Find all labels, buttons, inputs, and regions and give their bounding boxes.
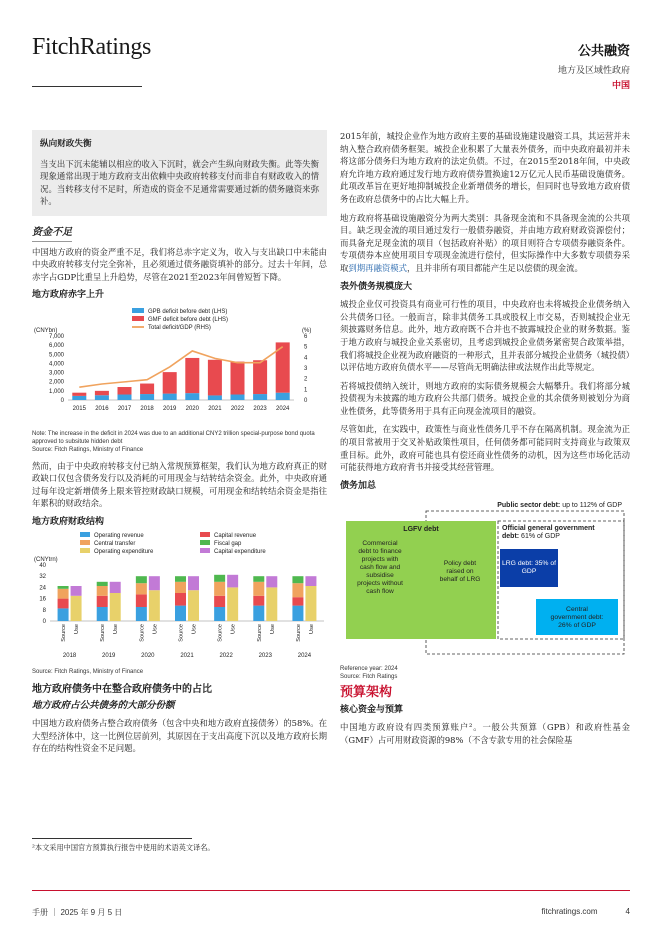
legend-swatch	[132, 308, 144, 313]
year-label: 2019	[102, 652, 116, 659]
legend-label: GPB deficit before debt (LHS)	[148, 308, 228, 315]
year-label: 2023	[258, 652, 272, 659]
bar-label: Use	[113, 623, 120, 634]
footer-date: 手册 ｜ 2025 年 9 月 5 日	[32, 908, 123, 917]
y-tick: 8	[42, 607, 46, 614]
paragraph: 中国地方政府债务占整合政府债务（包含中央和地方政府直接债务）的58%。在大型经济体中，这一比例位居前列，其原因在于支出高度下沉以及地方政府长期存在的结构性资金不足问题。	[32, 718, 327, 754]
source-bar-segment	[136, 583, 147, 594]
fiscal-structure-chart	[32, 531, 327, 663]
source-bar-segment	[97, 595, 108, 606]
y-tick-left: 1,000	[48, 388, 64, 395]
policy-debt-label: Policy debt raised on behalf of LRG	[439, 560, 481, 584]
info-box-text: 当支出下沉未能辅以相应的收入下沉时，就会产生纵向财政失衡。此等失衡现象通常出现于地方政府支出依赖中央政府转移支付而非自有财政收入的情况。当转移支付不足时，所造成的资金不足通常需要通过新的债务融资来弥补。	[40, 158, 319, 207]
bar-segment	[117, 394, 131, 399]
source-bar-segment	[214, 581, 225, 595]
use-bar-segment	[149, 590, 160, 621]
info-box	[32, 130, 327, 216]
source-bar-segment	[97, 581, 108, 585]
footnote: ²本文采用中国官方预算执行报告中使用的术语英文译名。	[32, 843, 215, 852]
x-tick-label: 2015	[72, 405, 86, 412]
y-tick-right: 0	[304, 397, 308, 404]
bar-segment	[140, 383, 154, 394]
year-label: 2021	[180, 652, 194, 659]
source-bar-segment	[136, 576, 147, 583]
section-heading-budget-architecture: 预算架构	[340, 685, 393, 701]
legend-swatch	[200, 532, 210, 537]
use-bar-segment	[110, 581, 121, 592]
legend-swatch	[200, 540, 210, 545]
source-bar-segment	[214, 595, 225, 606]
use-bar-segment	[188, 590, 199, 621]
source-bar-segment	[58, 586, 69, 589]
paragraph: 中国地方政府设有四类预算账户²。一般公共预算（GPB）和政府性基金（GMF）占可用财政资源的98%（不含专款专用的社会保险基	[340, 722, 630, 745]
bar-segment	[72, 396, 86, 400]
bar-segment	[185, 358, 199, 393]
source-bar-segment	[253, 581, 264, 595]
x-tick-label: 2018	[140, 405, 154, 412]
info-box-title: 纵向财政失衡	[40, 139, 92, 149]
y-tick: 40	[39, 562, 46, 569]
y-tick: 0	[42, 618, 46, 625]
y-tick: 32	[39, 573, 46, 580]
chart1-title: 地方政府赤字上升	[32, 290, 105, 301]
legend-label: Operating expenditure	[94, 548, 154, 555]
bar-segment	[230, 362, 244, 395]
source-bar-segment	[58, 588, 69, 598]
subheading-majority-share: 地方政府占公共债务的大部分份额	[32, 699, 175, 711]
y-axis-label-right: (%)	[302, 327, 312, 334]
central-debt-label: Central government debt: 26% of GDP	[550, 606, 604, 630]
use-bar-segment	[149, 576, 160, 590]
y-tick-left: 7,000	[48, 333, 64, 340]
source-bar-segment	[136, 607, 147, 621]
left-column	[32, 130, 327, 761]
bar-segment	[208, 360, 222, 396]
y-tick-right: 2	[304, 376, 308, 383]
year-label: 2020	[141, 652, 155, 659]
fitch-logo: FitchRatings	[32, 34, 152, 60]
y-tick-right: 1	[304, 387, 308, 394]
official-gov-label: Official general government debt: 61% of GDP	[502, 525, 595, 541]
year-label: 2022	[219, 652, 233, 659]
y-tick-right: 4	[304, 355, 308, 362]
bar-label: Source	[100, 623, 107, 642]
diagram-title: 债务加总	[340, 480, 377, 491]
use-bar-segment	[188, 576, 199, 590]
bar-label: Use	[230, 623, 237, 634]
section-heading-funding-gap: 资金不足	[32, 227, 72, 242]
legend-label: Operating revenue	[94, 532, 144, 539]
legend-label: GMF deficit before debt (LHS)	[148, 316, 229, 323]
chart2-source: Source: Fitch Ratings, Ministry of Finance	[32, 669, 144, 676]
bar-segment	[95, 395, 109, 400]
report-header	[558, 40, 630, 91]
bar-segment	[117, 387, 131, 394]
footer-right	[542, 907, 630, 916]
source-bar-segment	[97, 586, 108, 596]
y-tick: 16	[39, 596, 46, 603]
bar-label: Source	[61, 623, 68, 642]
bar-label: Use	[74, 623, 81, 634]
y-tick-left: 6,000	[48, 343, 64, 350]
bar-segment	[185, 393, 199, 400]
page-number: 4	[625, 907, 630, 916]
report-subtitle: 地方及区域性政府	[557, 65, 630, 75]
legend-swatch	[80, 548, 90, 553]
y-tick-left: 0	[60, 397, 64, 404]
bar-segment	[253, 394, 267, 400]
legend-label: Central transfer	[94, 540, 136, 547]
source-bar-segment	[58, 608, 69, 621]
right-column	[340, 130, 630, 752]
x-tick-label: 2020	[185, 405, 199, 412]
use-bar-segment	[305, 586, 316, 621]
source-bar-segment	[58, 598, 69, 608]
bar-segment	[253, 360, 267, 394]
bar-label: Use	[308, 623, 315, 634]
use-bar-segment	[266, 587, 277, 621]
legend-label: Fiscal gap	[214, 540, 242, 547]
y-tick-left: 2,000	[48, 379, 64, 386]
use-bar-segment	[305, 576, 316, 586]
bar-segment	[72, 393, 86, 396]
chart1-note: Note: The increase in the deficit in 2024 was due to an additional CNY2 trillion special-purpose bond quota approved to subsitute hidden debt	[32, 430, 315, 445]
legend-label: Total deficit/GDP (RHS)	[148, 324, 211, 331]
use-bar-segment	[266, 576, 277, 587]
deficit-chart	[32, 304, 327, 424]
report-country: 中国	[611, 80, 630, 90]
legend-label: Capital revenue	[214, 532, 257, 539]
source-bar-segment	[175, 593, 186, 606]
deficit-gdp-line	[79, 347, 282, 388]
source-bar-segment	[175, 576, 186, 582]
report-title: 公共融资	[577, 43, 630, 58]
x-tick-label: 2023	[253, 405, 267, 412]
bar-label: Source	[217, 623, 224, 642]
paragraph-text: ，且并非所有项目都能产生足以偿债的现金流。	[407, 262, 583, 273]
legend-swatch	[132, 316, 144, 321]
public-sector-label: Public sector debt: up to 112% of GDP	[497, 502, 622, 510]
diagram-reference-year: Reference year: 2024	[340, 666, 398, 673]
bar-segment	[163, 394, 177, 400]
refinancing-link[interactable]: 到期再融资模式	[348, 262, 407, 273]
lgfv-label: LGFV debt	[403, 526, 439, 534]
x-tick-label: 2019	[163, 405, 177, 412]
paragraph	[340, 212, 630, 275]
legend-swatch	[80, 540, 90, 545]
subheading-core-funding: 核心资金与预算	[340, 704, 404, 715]
x-tick-label: 2021	[208, 405, 222, 412]
bar-label: Source	[256, 623, 263, 642]
y-axis-label-left: (CNYbn)	[34, 327, 58, 334]
bar-label: Use	[191, 623, 198, 634]
bar-label: Source	[139, 623, 146, 642]
source-bar-segment	[214, 574, 225, 581]
footnote-rule	[32, 838, 192, 839]
legend-swatch	[200, 548, 210, 553]
y-tick-left: 5,000	[48, 352, 64, 359]
debt-aggregation-diagram	[340, 497, 630, 657]
use-bar-segment	[71, 595, 82, 620]
use-bar-segment	[71, 586, 82, 596]
y-tick-right: 3	[304, 365, 308, 372]
source-bar-segment	[97, 607, 108, 621]
x-tick-label: 2016	[95, 405, 109, 412]
paragraph: 城投企业仅可投资具有商业可行性的项目，中央政府也未将城投企业债务纳入公共债务口径。一般而言，除非其债务工具或股权上市交易，否则城投企业无须披露财务信息。此外，地方政府既不合并也不披露城投企业的财务数据。鉴于地方政府与城投企业关系密切，且考虑到城投企业债务紧密契合政策举措，我们将城投企业视为政府融资的一种形式，且并表部分城投企业债务（城投债）以评估地方政府负债水平——尽管尚无明确法律或法规作出此等规定。	[340, 299, 630, 373]
section-heading-off-balance: 表外债务规模庞大	[340, 281, 413, 292]
paragraph: 中国地方政府的资金严重不足，我们将总赤字定义为，收入与支出缺口中未能由中央政府转移支付完全弥补，且必须通过债务融资填补的部分。过去十年间，总赤字占GDP比重呈上升趋势，尽管在2021至2023年间曾短暂下降。	[32, 246, 327, 282]
bar-label: Use	[152, 623, 159, 634]
use-bar-segment	[227, 574, 238, 587]
y-tick-right: 6	[304, 333, 308, 340]
lrg-debt-label: LRG debt: 35% of GDP	[501, 560, 557, 576]
bar-label: Source	[295, 623, 302, 642]
use-bar-segment	[110, 593, 121, 621]
source-bar-segment	[292, 605, 303, 620]
paragraph: 然而，由于中央政府转移支付已纳入常规预算框架，我们认为地方政府真正的财政缺口仅包含债务发行以及消耗的可用现金与结转结余资金。此外，中央政府通过每年设定新增债务上限来管控财政缺口规模，可用现金和结转结余资金是指往年累积的财政结余。	[32, 460, 327, 509]
source-bar-segment	[292, 576, 303, 583]
y-tick-left: 3,000	[48, 370, 64, 377]
y-tick: 24	[39, 584, 46, 591]
commercial-debt-label: Commercial debt to finance projects with cash flow and subsidise projects without cash flow	[357, 540, 403, 596]
year-label: 2018	[62, 652, 77, 659]
source-bar-segment	[136, 594, 147, 607]
diagram-source: Source: Fitch Ratings	[340, 674, 398, 681]
legend-label: Capital expenditure	[214, 548, 266, 555]
chart2-title: 地方政府财政结构	[32, 516, 105, 527]
source-bar-segment	[175, 581, 186, 592]
x-tick-label: 2024	[276, 405, 290, 412]
source-bar-segment	[292, 583, 303, 597]
footer-site-link[interactable]: fitchratings.com	[541, 907, 598, 916]
section-heading-debt-share: 地方政府债务中在整合政府债务中的占比	[32, 684, 212, 696]
paragraph: 2015年前，城投企业作为地方政府主要的基础设施建设融资工具，其运营并未纳入整合政府债务框架。城投企业积累了大量表外债务，而中央政府最初并未将这部分债务归为地方政府的法定负债。不过，在2015至2018年间，中央政府允许地方政府通过发行地方政府债券置换逾12万亿元人民币基础设施债务。此项改革旨在更好地抑制城投企业新增债务的增长，但同时也导致地方政府债务在政府总债务中的占比大幅上升。	[340, 131, 630, 204]
y-tick-left: 4,000	[48, 361, 64, 368]
year-label: 2024	[297, 652, 312, 659]
source-bar-segment	[175, 605, 186, 620]
paragraph: 尽管如此，在实践中，政策性与商业性债务几乎不存在隔离机制。现金流为正的项目常被用于交叉补贴政策性项目，任何债务都可能同时支持商业与政策双重目标。此外，政府可能也具有偿还商业性债务的动机，因为这些市场化活动可能获得地方政府背书并接受其经营管理。	[340, 424, 630, 473]
legend-swatch	[80, 532, 90, 537]
source-bar-segment	[292, 597, 303, 605]
use-bar-segment	[227, 587, 238, 621]
bar-segment	[208, 395, 222, 400]
bar-segment	[95, 391, 109, 395]
x-tick-label: 2022	[230, 405, 245, 412]
bar-segment	[276, 393, 290, 400]
y-axis-label: (CNYtrn)	[34, 556, 58, 563]
bar-segment	[140, 394, 154, 400]
paragraph-text: 地方政府将基础设施融资分为两大类别：具备现金流和不具备现金流的公共项目。缺乏现金流的项目通过发行一般债券融资，并由地方政府财政资源偿付；而具备充足现金流的项目（包括政府补贴）的项目则符合专项债券融资条件。专项债券本应使用项目专项现金流进行偿付，但实际操作中大多数专项债券采取	[340, 212, 630, 273]
source-bar-segment	[214, 607, 225, 621]
bar-segment	[230, 394, 244, 399]
source-bar-segment	[253, 576, 264, 582]
chart1-source: Source: Fitch Ratings, Ministry of Finance	[32, 446, 144, 453]
source-bar-segment	[253, 605, 264, 620]
logo-rule	[32, 86, 142, 87]
bar-label: Source	[178, 623, 185, 642]
footer-rule	[32, 890, 630, 891]
y-tick-right: 5	[304, 344, 308, 351]
paragraph: 若将城投债纳入统计，则地方政府的实际债务规模会大幅攀升。我们将部分城投债视为未披露的地方政府公共部门债务。城投企业的其余债务则被划分为商业性债务，此等债务用于具有正向现金流项目的融资。	[340, 380, 630, 416]
bar-segment	[163, 372, 177, 393]
bar-label: Use	[269, 623, 276, 634]
x-tick-label: 2017	[117, 405, 132, 412]
source-bar-segment	[253, 595, 264, 605]
